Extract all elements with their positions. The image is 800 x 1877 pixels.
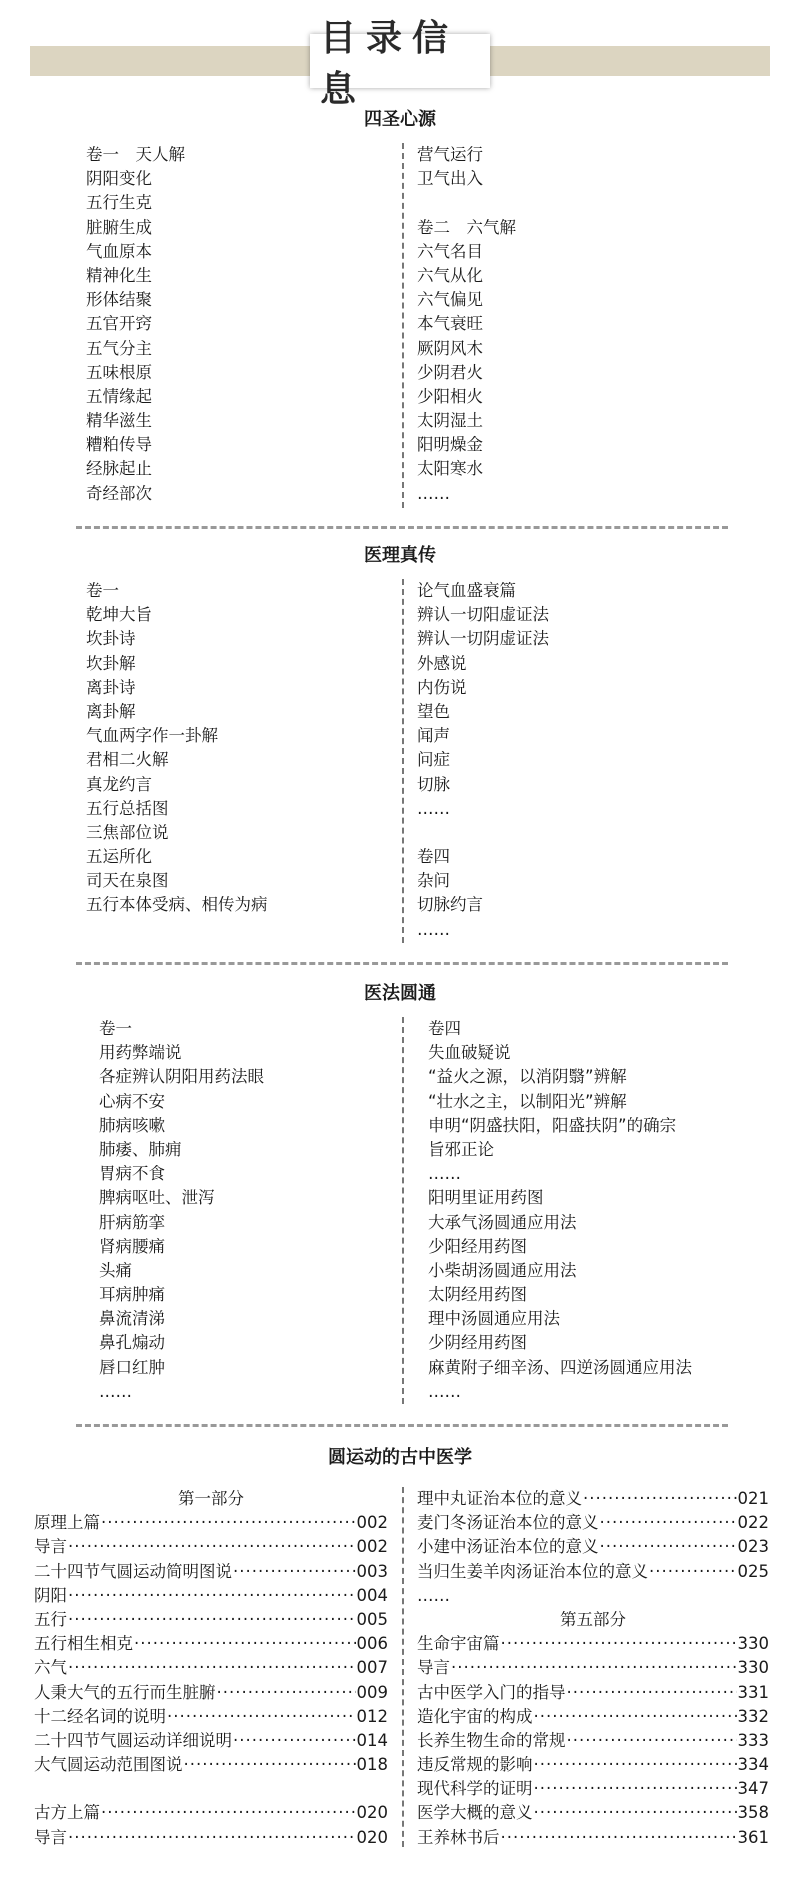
toc-entry-title: 医学大概的意义: [417, 1803, 533, 1823]
toc-item: 肾病腰痛: [99, 1236, 165, 1256]
toc-item: 头痛: [99, 1260, 132, 1280]
toc-entry-title: 古中医学入门的指导: [417, 1682, 566, 1702]
toc-item: 五味根原: [86, 362, 152, 382]
toc-item: 坎卦诗: [86, 629, 136, 649]
toc-item: “壮水之主，以制阳光”辨解: [428, 1091, 627, 1111]
toc-item: 旨邪正论: [428, 1139, 494, 1159]
toc-item: 麻黄附子细辛汤、四逆汤圆通应用法: [428, 1357, 692, 1377]
toc-item: 杂问: [417, 871, 450, 891]
toc-item: 辨认一切阳虚证法: [417, 605, 549, 625]
dot-leader: [68, 1826, 356, 1850]
dot-leader: [600, 1535, 737, 1559]
toc-item: 太阳寒水: [417, 459, 483, 479]
toc-item: 小柴胡汤圆通应用法: [428, 1260, 577, 1280]
toc-item: 闻声: [417, 726, 450, 746]
toc-item: 五运所化: [86, 847, 152, 867]
toc-item: 君相二火解: [86, 750, 169, 770]
toc-entry: [34, 1535, 388, 1559]
toc-item: ……: [428, 1164, 461, 1184]
toc-item: 肝病筋挛: [99, 1212, 165, 1232]
section4-right-column: [417, 1487, 769, 1850]
toc-entry-page: 021: [737, 1489, 769, 1508]
toc-entry-title: 原理上篇: [34, 1513, 100, 1533]
toc-item: [417, 821, 549, 845]
toc-entry: [34, 1826, 388, 1850]
toc-entry-title: 六气: [34, 1658, 67, 1678]
toc-entry-title: 导言: [417, 1658, 450, 1678]
toc-item: 心病不安: [99, 1091, 165, 1111]
toc-entry: [34, 1511, 388, 1535]
toc-item: 唇口红肿: [99, 1357, 165, 1377]
dot-leader: [567, 1729, 737, 1753]
toc-item: 卷一 天人解: [86, 145, 185, 164]
toc-item: 大承气汤圆通应用法: [428, 1212, 577, 1232]
toc-item: 离卦诗: [86, 677, 136, 697]
toc-item: ……: [417, 919, 450, 939]
toc-item: 精神化生: [86, 265, 152, 285]
dot-leader: [233, 1729, 356, 1753]
toc-entry: [417, 1729, 769, 1753]
toc-entry-title: 长养生物生命的常规: [417, 1730, 566, 1750]
toc-entry-title: 导言: [34, 1537, 67, 1557]
part-one-heading: 第一部分: [178, 1489, 244, 1508]
toc-item: 切脉: [417, 774, 450, 794]
toc-item: 卫气出入: [417, 169, 483, 189]
toc-item: 卷四: [417, 847, 450, 867]
title-box: [310, 17, 490, 110]
toc-item: [417, 191, 516, 215]
dot-leader: [101, 1511, 356, 1535]
section3-right-column: [428, 1017, 692, 1404]
toc-entry: [417, 1705, 769, 1729]
toc-entry-title: 造化宇宙的构成: [417, 1706, 533, 1726]
toc-entry-page: 014: [356, 1730, 388, 1750]
toc-entry-page: 334: [737, 1755, 769, 1775]
toc-entry: [34, 1560, 388, 1584]
toc-item: 离卦解: [86, 701, 136, 721]
toc-item: 本气衰旺: [417, 314, 483, 334]
toc-item: 司天在泉图: [86, 871, 169, 891]
toc-entry: [417, 1511, 769, 1535]
dot-leader: [583, 1487, 737, 1511]
toc-entry-title: 阴阳: [34, 1585, 67, 1605]
dot-leader: [534, 1753, 737, 1777]
dot-leader: [501, 1826, 737, 1850]
toc-entry-title: 大气圆运动范围图说: [34, 1755, 183, 1775]
toc-entry: [34, 1632, 388, 1656]
toc-entry-page: 003: [356, 1561, 388, 1581]
toc-item: 经脉起止: [86, 459, 152, 479]
toc-item: 五行本体受病、相传为病: [86, 895, 268, 915]
toc-item: 卷二 六气解: [417, 217, 516, 237]
toc-item: 厥阴风木: [417, 338, 483, 358]
toc-item: 五行总括图: [86, 798, 169, 818]
toc-entry-page: 020: [356, 1827, 388, 1847]
toc-item: 太阴经用药图: [428, 1285, 527, 1305]
dot-leader: [217, 1681, 356, 1705]
toc-entry-page: 012: [356, 1706, 388, 1726]
toc-item: 少阳经用药图: [428, 1236, 527, 1256]
toc-item: 糟粕传导: [86, 435, 152, 455]
toc-item: 营气运行: [417, 145, 483, 164]
dot-leader: [68, 1656, 356, 1680]
toc-item: 阳明燥金: [417, 435, 483, 455]
dot-leader: [101, 1801, 356, 1825]
toc-entry-title: 现代科学的证明: [417, 1779, 533, 1799]
toc-entry: [34, 1753, 388, 1777]
dot-leader: [68, 1535, 356, 1559]
toc-item: 少阴经用药图: [428, 1333, 527, 1353]
toc-item: ……: [99, 1381, 132, 1401]
toc-entry-title: 古方上篇: [34, 1803, 100, 1823]
toc-item: 真龙约言: [86, 774, 152, 794]
toc-item: 少阴君火: [417, 362, 483, 382]
toc-entry-page: 022: [737, 1513, 769, 1533]
dot-leader: [233, 1560, 356, 1584]
toc-entry-page: 023: [737, 1537, 769, 1557]
dot-leader: [451, 1656, 737, 1680]
dot-leader: [600, 1511, 737, 1535]
toc-entry-page: 330: [737, 1658, 769, 1678]
toc-entry-page: 006: [356, 1634, 388, 1654]
toc-entry-title: 王养林书后: [417, 1827, 500, 1847]
toc-item: 论气血盛衰篇: [417, 581, 516, 600]
toc-entry: [34, 1705, 388, 1729]
toc-entry: [417, 1777, 769, 1801]
toc-item: 失血破疑说: [428, 1043, 511, 1063]
toc-item: “益火之源，以消阴翳”辨解: [428, 1067, 627, 1087]
toc-entry-page: 358: [737, 1803, 769, 1823]
toc-entry: [417, 1826, 769, 1850]
toc-entry-title: 当归生姜羊肉汤证治本位的意义: [417, 1561, 648, 1581]
column-divider: [402, 1017, 404, 1404]
toc-item: 卷一: [86, 581, 119, 600]
toc-entry: [417, 1560, 769, 1584]
page-title: 目录信息: [320, 17, 459, 110]
section-divider: [76, 1424, 728, 1427]
toc-item: 胃病不食: [99, 1164, 165, 1184]
toc-item: 肺痿、肺痈: [99, 1139, 182, 1159]
toc-item: 形体结聚: [86, 290, 152, 310]
dot-leader: [68, 1584, 356, 1608]
toc-item: 六气名目: [417, 241, 483, 261]
toc-item: 耳病肿痛: [99, 1285, 165, 1305]
toc-item: 用药弊端说: [99, 1043, 182, 1063]
toc-item: 五情缘起: [86, 386, 152, 406]
section2-right-column: [417, 579, 549, 942]
toc-item: 脏腑生成: [86, 217, 152, 237]
toc-entry: [34, 1801, 388, 1825]
toc-item: 阴阳变化: [86, 169, 152, 189]
toc-entry-page: 332: [737, 1706, 769, 1726]
toc-entry: [34, 1584, 388, 1608]
toc-item: ……: [428, 1381, 461, 1401]
dot-leader: [534, 1777, 737, 1801]
dot-leader: [184, 1753, 356, 1777]
toc-item: 气血原本: [86, 241, 152, 261]
dot-leader: [134, 1632, 356, 1656]
toc-item: 三焦部位说: [86, 822, 169, 842]
dot-leader: [649, 1560, 737, 1584]
toc-entry-page: 002: [356, 1537, 388, 1557]
toc-item: 五官开窍: [86, 314, 152, 334]
toc-entry-page: 007: [356, 1658, 388, 1678]
toc-item: 太阴湿土: [417, 411, 483, 431]
toc-entry-page: 018: [356, 1755, 388, 1775]
toc-entry-page: 020: [356, 1803, 388, 1823]
section-title-sishengxinyuan: 四圣心源: [364, 109, 436, 130]
toc-entry-title: 二十四节气圆运动简明图说: [34, 1561, 232, 1581]
toc-item: 辨认一切阴虚证法: [417, 629, 549, 649]
toc-item: 六气偏见: [417, 290, 483, 310]
part-five-heading: 第五部分: [560, 1609, 626, 1629]
toc-entry-title: 生命宇宙篇: [417, 1634, 500, 1654]
section3-left-column: [99, 1017, 264, 1404]
toc-item: 理中汤圆通应用法: [428, 1309, 560, 1329]
toc-item: 六气从化: [417, 265, 483, 285]
toc-entry-title: 人秉大气的五行而生脏腑: [34, 1682, 216, 1702]
section-divider: [76, 526, 728, 529]
dot-leader: [534, 1801, 737, 1825]
toc-entry-page: 005: [356, 1609, 388, 1629]
toc-item: 乾坤大旨: [86, 605, 152, 625]
toc-item: 卷四: [428, 1019, 461, 1038]
toc-entry-title: 违反常规的影响: [417, 1755, 533, 1775]
toc-entry: [34, 1681, 388, 1705]
toc-item: 各症辨认阴阳用药法眼: [99, 1067, 264, 1087]
toc-item: 鼻孔煽动: [99, 1333, 165, 1353]
toc-entry: [34, 1729, 388, 1753]
toc-item: 鼻流清涕: [99, 1309, 165, 1329]
toc-item: 望色: [417, 701, 450, 721]
section-divider: [76, 962, 728, 965]
section2-left-column: [86, 579, 268, 918]
toc-item: 申明“阴盛扶阳，阳盛扶阴”的确宗: [428, 1115, 677, 1135]
toc-entry: [34, 1777, 388, 1801]
toc-entry: [34, 1608, 388, 1632]
toc-item: ……: [417, 483, 450, 503]
toc-item: 脾病呕吐、泄泻: [99, 1188, 215, 1208]
toc-item: 五行生克: [86, 193, 152, 213]
toc-entry-title: 小建中汤证治本位的意义: [417, 1537, 599, 1557]
toc-entry-page: 009: [356, 1682, 388, 1702]
toc-entry: [417, 1681, 769, 1705]
toc-item: 气血两字作一卦解: [86, 726, 218, 746]
toc-entry-page: 004: [356, 1585, 388, 1605]
toc-item: 精华滋生: [86, 411, 152, 431]
section1-right-column: [417, 143, 516, 506]
toc-entry-page: 331: [737, 1682, 769, 1702]
toc-item: 外感说: [417, 653, 467, 673]
toc-entry-page: 002: [356, 1513, 388, 1533]
toc-entry: [417, 1535, 769, 1559]
toc-item: 卷一: [99, 1019, 132, 1038]
toc-item: 切脉约言: [417, 895, 483, 915]
toc-entry-title: 麦门冬汤证治本位的意义: [417, 1513, 599, 1533]
toc-item: 奇经部次: [86, 483, 152, 503]
dot-leader: [167, 1705, 356, 1729]
toc-entry: [417, 1753, 769, 1777]
toc-entry-page: 347: [737, 1779, 769, 1799]
section-title-yifayuantong: 医法圆通: [364, 983, 436, 1004]
section-title-yilizhenchuan: 医理真传: [364, 545, 436, 566]
toc-entry: [34, 1656, 388, 1680]
toc-entry-title: 理中丸证治本位的意义: [417, 1489, 582, 1508]
column-divider: [402, 579, 404, 943]
toc-item: 坎卦解: [86, 653, 136, 673]
toc-item: 少阳相火: [417, 386, 483, 406]
dot-leader: [567, 1681, 737, 1705]
toc-item: 内伤说: [417, 677, 467, 697]
section-title-yuanyundong: 圆运动的古中医学: [328, 1447, 472, 1468]
dot-leader: [501, 1632, 737, 1656]
dot-leader: [68, 1608, 356, 1632]
ellipsis: ……: [417, 1585, 450, 1605]
toc-entry-title: 十二经名词的说明: [34, 1706, 166, 1726]
toc-entry: [417, 1487, 769, 1511]
toc-entry-page: 330: [737, 1634, 769, 1654]
toc-entry-title: 五行相生相克: [34, 1634, 133, 1654]
toc-entry: [417, 1656, 769, 1680]
column-divider: [402, 143, 404, 508]
toc-entry-page: 361: [737, 1827, 769, 1847]
toc-entry: [417, 1801, 769, 1825]
toc-item: 问症: [417, 750, 450, 770]
toc-entry-page: 025: [737, 1561, 769, 1581]
toc-entry-title: 二十四节气圆运动详细说明: [34, 1730, 232, 1750]
toc-item: 阳明里证用药图: [428, 1188, 544, 1208]
toc-entry-title: 导言: [34, 1827, 67, 1847]
toc-entry-title: 五行: [34, 1609, 67, 1629]
toc-item: ……: [417, 798, 450, 818]
column-divider: [402, 1487, 404, 1847]
toc-entry-page: 333: [737, 1730, 769, 1750]
toc-entry: [417, 1632, 769, 1656]
toc-item: 五气分主: [86, 338, 152, 358]
section4-left-column: [34, 1487, 388, 1850]
dot-leader: [534, 1705, 737, 1729]
section1-left-column: [86, 143, 185, 506]
toc-item: 肺病咳嗽: [99, 1115, 165, 1135]
